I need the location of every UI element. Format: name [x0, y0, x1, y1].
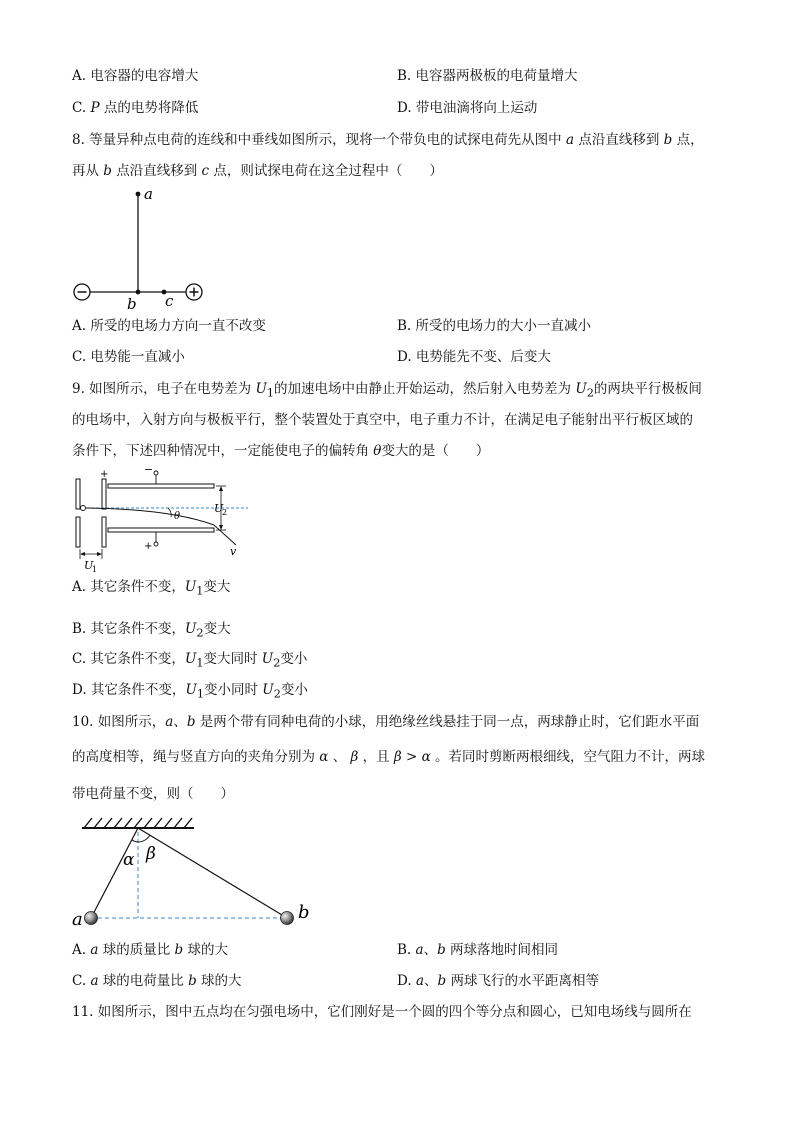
q8-stem-line1: 8. 等量异种点电荷的连线和中垂线如图所示，现将一个带负电的试探电荷先从图中 a 点沿直线移到 b 点， — [72, 132, 704, 148]
q10-stem-line3: 带电荷量不变，则（ ） — [72, 786, 234, 802]
beta-label: β — [146, 844, 156, 864]
svg-text:2: 2 — [222, 508, 228, 517]
q8-option-c: C. 电势能一直减小 — [72, 349, 185, 365]
q8-label-b: b — [127, 295, 137, 313]
svg-text:+: + — [144, 541, 153, 552]
q10-option-c: C. a 球的电荷量比 b 球的大 — [72, 973, 242, 989]
q10-stem-line2: 的高度相等，绳与竖直方向的夹角分别为 α 、 β ，且 β > α 。若同时剪断两根细线，空气阻力不计，两球 — [72, 749, 706, 765]
q9-option-a: A. 其它条件不变，$U_1$变大 — [72, 579, 231, 598]
svg-text:−: − — [144, 463, 154, 476]
svg-text:v: v — [230, 545, 237, 558]
q9-option-b: B. 其它条件不变，$U_2$变大 — [72, 621, 231, 640]
q8-option-a: A. 所受的电场力方向一直不改变 — [72, 318, 266, 334]
q10-stem-line1: 10. 如图所示，a、b 是两个带有同种电荷的小球，用绝缘丝线悬挂于同一点，两球静止时，它们距水平面 — [72, 714, 700, 730]
svg-text:+: + — [100, 469, 109, 480]
q7-option-c: C. P 点的电势将降低 — [72, 100, 199, 116]
ball-a — [85, 912, 98, 925]
q9-figure — [70, 465, 250, 575]
q9-option-d: D. 其它条件不变，$U_1$变小同时 $U_2$变小 — [72, 682, 308, 701]
q10-option-d: D. a、b 两球飞行的水平距离相等 — [397, 973, 599, 989]
q9-option-c: C. 其它条件不变，$U_1$变大同时 $U_2$变小 — [72, 651, 308, 670]
ball-b — [281, 912, 294, 925]
ball-b-label: b — [298, 902, 310, 923]
svg-text:U: U — [214, 502, 224, 515]
q8-label-c: c — [165, 292, 174, 310]
q8-label-a: a — [144, 185, 153, 203]
q9-stem-line2: 的电场中，入射方向与极板平行，整个装置处于真空中，电子重力不计，在满足电子能射出平行板区域的 — [72, 412, 693, 428]
q8-option-b: B. 所受的电场力的大小一直减小 — [397, 318, 592, 334]
q10-option-b: B. a、b 两球落地时间相同 — [397, 942, 559, 958]
q8-option-d: D. 电势能先不变、后变大 — [397, 349, 551, 365]
q8-figure — [70, 186, 220, 312]
svg-text:1: 1 — [92, 565, 98, 574]
svg-text:U: U — [84, 559, 94, 572]
q10-figure — [70, 812, 320, 930]
svg-text:θ: θ — [174, 511, 181, 522]
q8-stem-line2: 再从 b 点沿直线移到 c 点，则试探电荷在这全过程中（ ） — [72, 163, 443, 179]
q9-stem-line1: 9. 如图所示，电子在电势差为 $U_1$的加速电场中由静止开始运动，然后射入电势差为 $U_2$的两块平行极板间 — [72, 381, 702, 400]
q7-option-d: D. 带电油滴将向上运动 — [397, 100, 538, 116]
q9-stem-line3: 条件下，下述四种情况中，一定能使电子的偏转角 θ变大的是（ ） — [72, 443, 490, 459]
q7-option-a: A. 电容器的电容增大 — [72, 68, 199, 84]
q11-stem-line1: 11. 如图所示，图中五点均在匀强电场中，它们刚好是一个圆的四个等分点和圆心，已知电场线与圆所在 — [72, 1004, 692, 1020]
ball-a-label: a — [72, 909, 83, 930]
alpha-label: α — [123, 850, 135, 870]
q7-option-b: B. 电容器两极板的电荷量增大 — [397, 68, 578, 84]
q10-option-a: A. a 球的质量比 b 球的大 — [72, 942, 228, 958]
